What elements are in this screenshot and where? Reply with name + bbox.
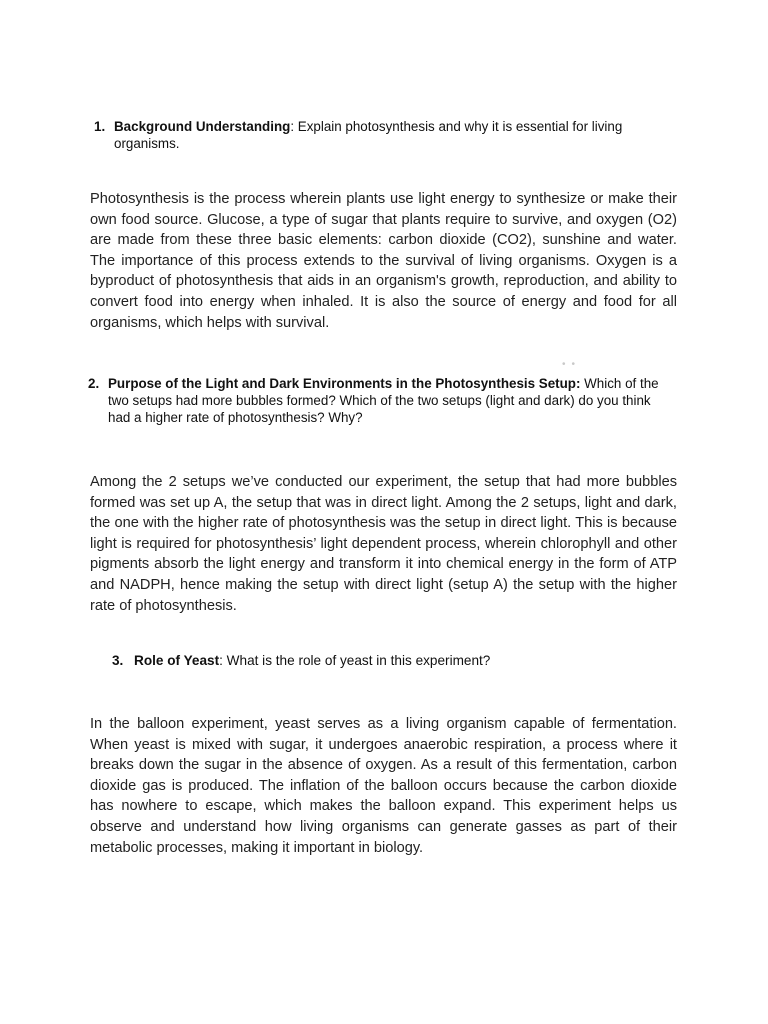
question-3-number: 3. <box>112 653 124 668</box>
question-2-number: 2. <box>88 376 100 391</box>
question-2-text <box>88 375 668 426</box>
scan-artifact: •• <box>562 359 582 370</box>
question-3-prompt: : What is the role of yeast in this experiment? <box>219 653 491 668</box>
question-1-number: 1. <box>94 119 106 134</box>
answer-2: Among the 2 setups we’ve conducted our experiment, the setup that had more bubbles formed was set up A, the setup that was in direct light. Among the 2 setups, light and dark, the one with the higher rate of photosynthesis was the setup in direct light. This is because light is required for photosynthesis’ light dependent process, wherein chlorophyll and other pigments absorb the light energy and transform it into chemical energy in the form of ATP and NADPH, hence making the setup with direct light (setup A) the setup with the higher rate of photosynthesis. <box>90 474 677 614</box>
question-1-title: Background Understanding <box>114 119 291 134</box>
question-1 <box>94 118 654 152</box>
question-3 <box>112 652 632 669</box>
question-1-text <box>94 118 654 152</box>
question-3-text <box>112 652 632 669</box>
question-2-prompt: Which of the two setups had more bubbles formed? Which of the two setups (light and dark) do you think had a higher rate of photosynthesis? Why? <box>108 376 659 425</box>
question-2-title: Purpose of the Light and Dark Environments in the Photosynthesis Setup: <box>108 376 581 391</box>
question-3-title: Role of Yeast <box>134 653 220 668</box>
answer-1: Photosynthesis is the process wherein plants use light energy to synthesize or make their own food source. Glucose, a type of sugar that plants require to survive, and oxygen (O2) are made from these three basic elements: carbon dioxide (CO2), sunshine and water. The importance of this process extends to the survival of living organisms. Oxygen is a byproduct of photosynthesis that aids in an organism's growth, reproduction, and ability to convert food into energy when inhaled. It is also the source of energy and food for all organisms, which helps with survival. <box>90 191 677 331</box>
answer-3: In the balloon experiment, yeast serves as a living organism capable of fermentation. When yeast is mixed with sugar, it undergoes anaerobic respiration, a process where it breaks down the sugar in the absence of oxygen. As a result of this fermentation, carbon dioxide gas is produced. The inflation of the balloon occurs because the carbon dioxide has nowhere to escape, which makes the balloon expand. This experiment helps us observe and understand how living organisms can generate gasses as part of their metabolic processes, making it important in biology. <box>90 716 677 856</box>
question-2 <box>88 375 668 426</box>
question-1-prompt: : Explain photosynthesis and why it is essential for living organisms. <box>114 119 623 151</box>
